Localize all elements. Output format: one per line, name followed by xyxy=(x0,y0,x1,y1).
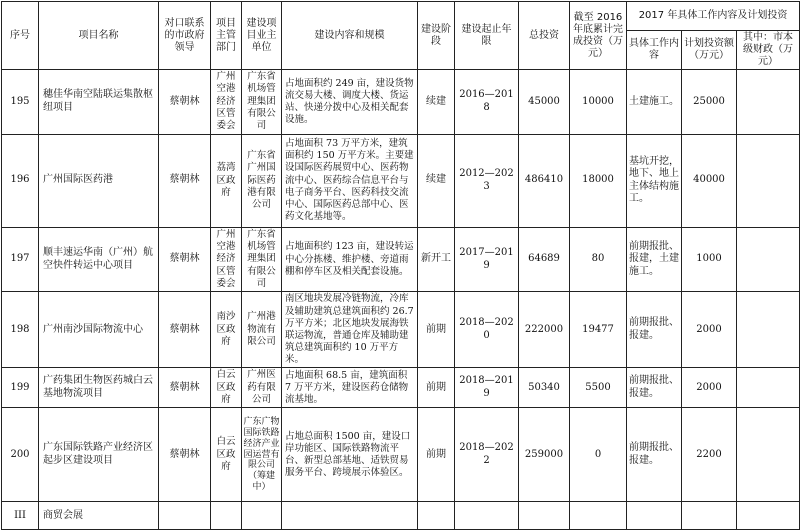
cell-cumulative: 0 xyxy=(570,408,627,502)
cell-stage: 续建 xyxy=(418,70,455,135)
cell-cumulative: 10000 xyxy=(570,70,627,135)
cell-leader: 蔡朝林 xyxy=(159,368,211,408)
cell-name: 广州国际医药港 xyxy=(39,134,159,227)
cell-total: 45000 xyxy=(519,70,570,135)
cell-seq: 196 xyxy=(2,134,39,227)
cell-name: 广药集团生物医药城白云基地物流项目 xyxy=(39,368,159,408)
table-row xyxy=(2,227,800,292)
section-title: 商贸会展 xyxy=(39,502,159,530)
cell-dept: 广州空港经济区管委会 xyxy=(211,227,242,292)
cell-dept: 荔湾区政府 xyxy=(211,134,242,227)
cell-planned: 2200 xyxy=(682,408,737,502)
cell-seq: 199 xyxy=(2,368,39,408)
header-municipal: 其中：市本级财政（万元） xyxy=(737,31,800,70)
cell-planned: 2000 xyxy=(682,368,737,408)
empty-cell xyxy=(737,502,800,530)
cell-total: 486410 xyxy=(519,134,570,227)
cell-municipal xyxy=(737,227,800,292)
cell-owner: 广东省机场管理集团有限公司 xyxy=(242,70,282,135)
cell-work: 前期报批、报建。 xyxy=(627,368,682,408)
cell-owner: 广东广物国际铁路经济产业园运营有限公司（筹建中） xyxy=(242,408,282,502)
cell-owner: 广东省广州国际医药港有限公司 xyxy=(242,134,282,227)
cell-leader: 蔡朝林 xyxy=(159,134,211,227)
cell-stage: 续建 xyxy=(418,134,455,227)
cell-name: 顺丰速运华南（广州）航空快件转运中心项目 xyxy=(39,227,159,292)
header-name: 项目名称 xyxy=(39,2,159,70)
project-table xyxy=(1,1,800,530)
header-cumulative: 截至 2016 年底累计完成投资（万元） xyxy=(570,2,627,70)
cell-dept: 广州空港经济区管委会 xyxy=(211,70,242,135)
cell-scope: 占地面积约 123 亩，建设转运中心分拣楼、维护楼、旁道雨棚和停车区及相关配套设施。 xyxy=(282,227,418,292)
cell-municipal xyxy=(737,134,800,227)
cell-period: 2017—2019 xyxy=(455,227,519,292)
empty-cell xyxy=(159,502,211,530)
empty-cell xyxy=(682,502,737,530)
cell-cumulative: 19477 xyxy=(570,292,627,368)
cell-work: 前期报批、报建。 xyxy=(627,292,682,368)
cell-dept: 白云区政府 xyxy=(211,368,242,408)
empty-cell xyxy=(519,502,570,530)
cell-stage: 前期 xyxy=(418,408,455,502)
cell-cumulative: 5500 xyxy=(570,368,627,408)
cell-scope: 占地总面积 1500 亩，建设口岸功能区、国际铁路物流平台、新型总部基地、适铁贸易服务平台、跨境展示体验区。 xyxy=(282,408,418,502)
header-scope: 建设内容和规模 xyxy=(282,2,418,70)
cell-total: 259000 xyxy=(519,408,570,502)
cell-name: 穗佳华南空陆联运集散枢纽项目 xyxy=(39,70,159,135)
empty-cell xyxy=(242,502,282,530)
cell-name: 广东国际铁路产业经济区起步区建设项目 xyxy=(39,408,159,502)
empty-cell xyxy=(282,502,418,530)
cell-work: 前期报批、报建，土建施工。 xyxy=(627,227,682,292)
table-row xyxy=(2,70,800,135)
empty-cell xyxy=(627,502,682,530)
cell-owner: 广东省机场管理集团有限公司 xyxy=(242,227,282,292)
cell-name: 广州南沙国际物流中心 xyxy=(39,292,159,368)
empty-cell xyxy=(455,502,519,530)
table-row xyxy=(2,408,800,502)
table-row xyxy=(2,368,800,408)
cell-dept: 白云区政府 xyxy=(211,408,242,502)
cell-total: 50340 xyxy=(519,368,570,408)
cell-cumulative: 80 xyxy=(570,227,627,292)
empty-cell xyxy=(570,502,627,530)
cell-seq: 200 xyxy=(2,408,39,502)
header-period: 建设起止年限 xyxy=(455,2,519,70)
cell-seq: 195 xyxy=(2,70,39,135)
cell-municipal xyxy=(737,368,800,408)
cell-work: 前期报批、报建。 xyxy=(627,408,682,502)
cell-cumulative: 18000 xyxy=(570,134,627,227)
header-plan-2017: 2017 年具体工作内容及计划投资 xyxy=(627,2,800,31)
section-seq: III xyxy=(2,502,39,530)
cell-leader: 蔡朝林 xyxy=(159,227,211,292)
cell-period: 2018—2020 xyxy=(455,292,519,368)
cell-scope: 南区地块发展冷链物流，冷库及辅助建筑总建筑面积约 26.7 万平方米；北区地块发展海铁联运物流，普通仓库及辅助建筑总建筑面积约 10 万平方米。 xyxy=(282,292,418,368)
header-dept: 项目主管部门 xyxy=(211,2,242,70)
cell-leader: 蔡朝林 xyxy=(159,70,211,135)
cell-scope: 占地面积约 249 亩，建设货物流交易大楼、调度大楼、货运站、快递分拨中心及相关配套设施。 xyxy=(282,70,418,135)
header-total: 总投资 xyxy=(519,2,570,70)
cell-stage: 新开工 xyxy=(418,227,455,292)
section-row xyxy=(2,502,800,530)
cell-dept: 南沙区政府 xyxy=(211,292,242,368)
table-row xyxy=(2,134,800,227)
cell-total: 222000 xyxy=(519,292,570,368)
empty-cell xyxy=(418,502,455,530)
cell-leader: 蔡朝林 xyxy=(159,408,211,502)
cell-municipal xyxy=(737,70,800,135)
cell-scope: 占地面积 68.5 亩，建筑面积 7 万平方米，建设医药仓储物流基地。 xyxy=(282,368,418,408)
cell-owner: 广州港物流有限公司 xyxy=(242,292,282,368)
table-row xyxy=(2,292,800,368)
cell-municipal xyxy=(737,408,800,502)
header-work: 具体工作内容 xyxy=(627,31,682,70)
cell-work: 基坑开挖，地下、地上主体结构施工。 xyxy=(627,134,682,227)
cell-planned: 1000 xyxy=(682,227,737,292)
cell-planned: 25000 xyxy=(682,70,737,135)
cell-stage: 前期 xyxy=(418,292,455,368)
header-owner: 建设项目业主单位 xyxy=(242,2,282,70)
cell-seq: 198 xyxy=(2,292,39,368)
cell-period: 2016—2018 xyxy=(455,70,519,135)
cell-period: 2012—2023 xyxy=(455,134,519,227)
cell-period: 2018—2019 xyxy=(455,368,519,408)
cell-total: 64689 xyxy=(519,227,570,292)
cell-scope: 占地面积 73 万平方米，建筑面积约 150 万平方米。主要建设国际医药展贸中心、医药物流中心、医药综合信息平台与电子商务平台、医药科技交流中心、国际医药总部中心、医药文化基地等。 xyxy=(282,134,418,227)
cell-work: 土建施工。 xyxy=(627,70,682,135)
cell-planned: 40000 xyxy=(682,134,737,227)
header-planned: 计划投资额（万元） xyxy=(682,31,737,70)
cell-planned: 2000 xyxy=(682,292,737,368)
cell-period: 2018—2022 xyxy=(455,408,519,502)
cell-stage: 前期 xyxy=(418,368,455,408)
cell-leader: 蔡朝林 xyxy=(159,292,211,368)
empty-cell xyxy=(211,502,242,530)
cell-municipal xyxy=(737,292,800,368)
header-seq: 序号 xyxy=(2,2,39,70)
cell-seq: 197 xyxy=(2,227,39,292)
cell-owner: 广州医药有限公司 xyxy=(242,368,282,408)
header-stage: 建设阶段 xyxy=(418,2,455,70)
header-leader: 对口联系的市政府领导 xyxy=(159,2,211,70)
